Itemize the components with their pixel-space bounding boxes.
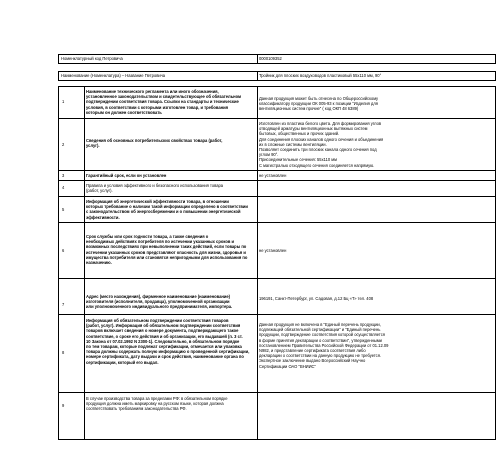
row-8-description: Информация об обязательном подтверждении соответствия товаров (работ, услуг). Информация об обязательном подтверждении соответствия товаров включает сведения о номере документа, подтверждающего такое соответствие, о сроке его действия и об организации, его выдавшей (п. 3 ст. 10 Закона от 07.02.1992 N 2300-1). Следовательно, в обязательном порядке по тем товарам, которые подлежат сертификации, отмечается или упаковка товара должны содержать полную информацию о проведенной сертификации, номере сертификата, дату выдачи и срок действия, наименование органа по сертификации, который его выдал. — [86, 318, 250, 365]
header-code-value: 0000109352 — [259, 56, 282, 61]
row-4-description: Правила и условия эффективного и безопасного использования товара (работ, услуг). — [86, 183, 224, 194]
row-7-description: Адрес (место нахождения), фирменное наименование (наименование) изготовителя (исполнителя, продавца), уполномоченной организации или уполномоченного индивидуального предпринимателя, импортера. — [86, 294, 233, 310]
row-9-description: В случае производства товара за пределами РФ: в обязательном порядке продукция должна иметь маркировку на русском языке, которая должна соответствовать требованиям законодательства РФ. — [86, 396, 228, 412]
row-3-description: Гарантийный срок, если он установлен — [86, 173, 167, 178]
row-4-number: 4 — [62, 185, 65, 190]
row-7-number: 7 — [62, 302, 65, 307]
row-9-number: 9 — [62, 403, 65, 408]
header-code-label: Номенклатурный код Петровича — [61, 56, 123, 61]
row-7-value: 196191, Санкт-Петербург, ул. Садовая, д.12 Бц «Т» тел. 408 — [259, 296, 374, 301]
row-2-description: Сведения об основных потребительских свойствах товара (работ, услуг). — [86, 138, 223, 149]
row-6-value: не установлен — [259, 248, 287, 253]
row-1-number: 1 — [62, 99, 65, 104]
row-2-value: Изготовлен из пластика белого цвета. Для формирования углов отводящей арматуры вентиляционных вытяжных систем бытовых, общественных и прочих зданий. Для соединения плоских каналов одного сечения и объединения их в сложные системы вентиляции. Позволяет соединить три плоских канала одного сечения под углом 90°. Присоединительные сечения: 55х110 мм С магистралью отходящего сечения соединяется напрямую. — [259, 121, 384, 168]
row-3-value: не установлен — [259, 173, 287, 178]
row-1-description: Наименование технического регламента или иного обозначения, установленное законодательством и свидетельствующее об обязательном подтверждении соответствия товара. Ссылки на стандарты и технические условия, в соответствии с которыми изготовлен товар, и требования которым он должен соответствовать — [86, 89, 242, 115]
row-6-description: Срок службы или срок годности товара, а также сведения о необходимых действиях потребителя по истечении указанных сроков и возможных последствиях при невыполнении таких действий, если товары по истечении указанных сроков представляют опасность для жизни, здоровья и имущества потребителя или становятся непригодными для использования по назначению. — [86, 234, 248, 266]
row-5-description: Информация об энергетической эффективности товара, в отношении которых требование о наличии такой информации определено в соответствии с законодательством об энергосбережении и о повышении энергетической эффективности. — [86, 199, 248, 220]
row-2-number: 2 — [62, 142, 65, 147]
row-3-number: 3 — [62, 173, 65, 178]
header-name-label: Наименование (Номенклатура) – Название Петровича — [61, 73, 166, 78]
header-name-value: Тройник для плоских воздуховодов пластиковый 55х110 мм, 90° — [259, 73, 382, 78]
row-8-number: 8 — [62, 350, 65, 355]
row-1-value: Данная продукция может быть отнесена по Общероссийскому классификатору продукции ОК 005-93 к позиции "Изделия для вентиляционных систем прочие" ( код ОКП 48 6389) — [259, 96, 379, 112]
row-6-number: 6 — [62, 248, 65, 253]
row-8-value: Данная продукция не включена в "Единый перечень продукции, подлежащей обязательной сертификации" и "Единый перечень продукции, подтверждение соответствия которой осуществляется в форме принятия декларации о соответствии", утвержденными постановлением Правительства Российской Федерации от 01.12.09 N982, и представление сертификата соответствия либо декларации о соответствии на данную продукцию не требуется. Экспертное заключение выдано Всероссийский Научно Сертификации ОАО "ВНИИС" — [259, 322, 389, 369]
row-5-number: 5 — [62, 207, 65, 212]
